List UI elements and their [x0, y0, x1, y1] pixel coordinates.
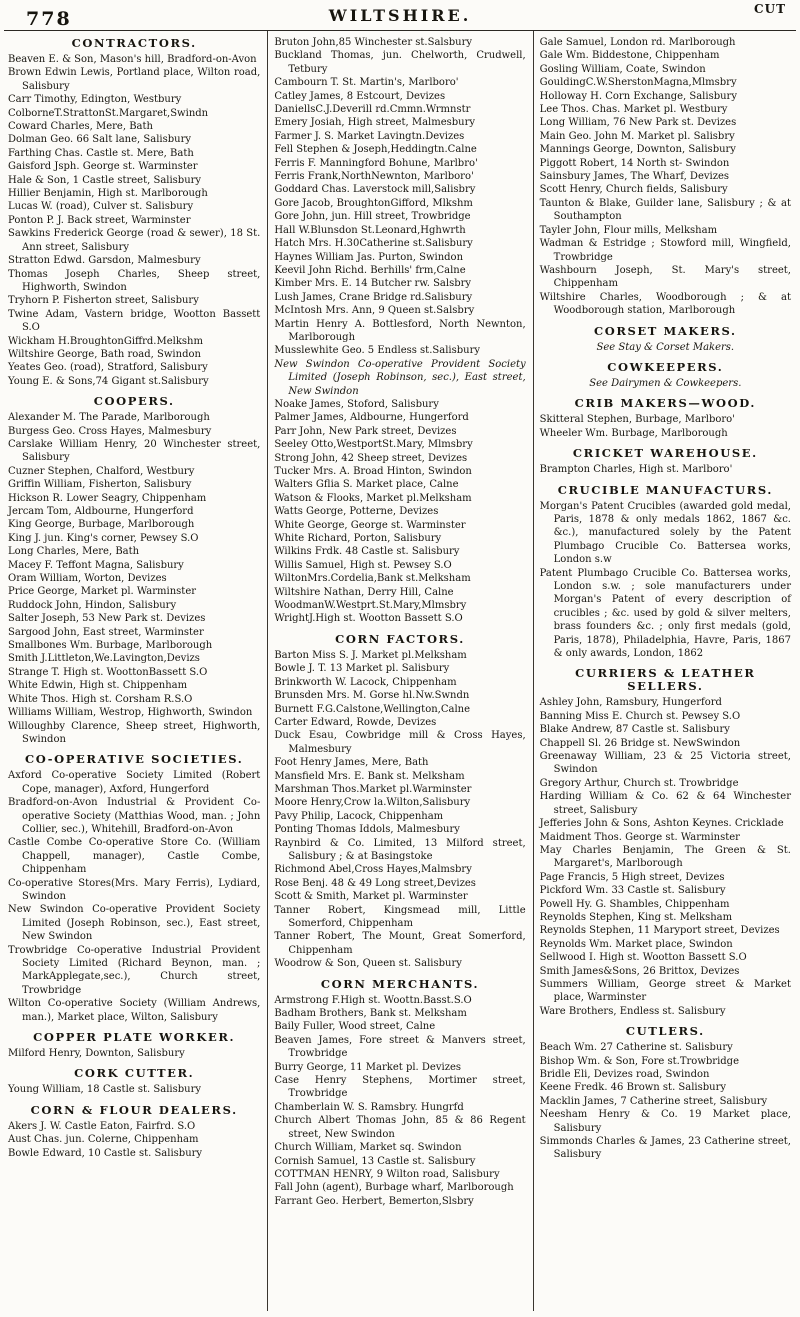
directory-entry: Griffin William, Fisherton, Salisbury — [8, 479, 192, 491]
directory-entry: Washbourn Joseph, St. Mary's street, Chippenham — [539, 264, 791, 290]
directory-entry: Buckland Thomas, jun. Chelworth, Crudwell, Tetbury — [274, 50, 526, 75]
directory-entry: Trowbridge Co-operative Industrial Provident Society Limited (Richard Beynon, man. ; MarkApplegate,sec.), Church street, Trowbridge — [8, 944, 261, 996]
directory-entry: Ruddock John, Hindon, Salisbury — [8, 599, 177, 611]
page-number: 778 — [26, 8, 72, 30]
directory-entry: Martin Henry A. Bottlesford, North Newnton, Marlborough — [274, 318, 526, 343]
directory-entry: Carslake William Henry, 20 Winchester street, Salisbury — [8, 438, 261, 464]
directory-entry: Tayler John, Flour mills, Melksham — [539, 224, 718, 236]
directory-entry: Ponton P. J. Back street, Warminster — [8, 214, 191, 226]
directory-entry: Axford Co-operative Society Limited (Robert Cope, manager), Axford, Hungerford — [8, 770, 261, 795]
directory-entry: Walters Gflia S. Market place, Calne — [274, 479, 459, 491]
running-title: WILTSHIRE. — [328, 6, 472, 25]
column-3 — [533, 31, 798, 1311]
directory-entry: Skitteral Stephen, Burbage, Marlboro' — [539, 414, 735, 426]
directory-entry: Baily Fuller, Wood street, Calne — [274, 1021, 436, 1033]
section-heading: CURRIERS & LEATHER SELLERS. — [575, 666, 756, 694]
directory-entry: Pickford Wm. 33 Castle st. Salisbury — [539, 885, 726, 897]
directory-entry: Hillier Benjamin, High st. Marlborough — [8, 188, 208, 200]
directory-entry: Scott Henry, Church fields, Salisbury — [539, 184, 728, 196]
directory-entry: Richmond Abel,Cross Hayes,Malmsbry — [274, 864, 472, 876]
directory-entry: Goddard Chas. Laverstock mill,Salisbry — [274, 184, 476, 196]
section-heading: COPPER PLATE WORKER. — [33, 1030, 236, 1045]
directory-entry: Seeley Otto,WestportSt.Mary, Mlmsbry — [274, 439, 473, 451]
directory-entry: Alexander M. The Parade, Marlborough — [8, 412, 210, 424]
section-heading: CRUCIBLE MANUFACTURS. — [557, 482, 773, 497]
directory-entry: Wiltshire George, Bath road, Swindon — [8, 348, 201, 360]
directory-entry: Gosling William, Coate, Swindon — [539, 63, 706, 75]
directory-entry: Stratton Edwd. Garsdon, Malmesbury — [8, 255, 201, 267]
cross-reference: See Dairymen & Cowkeepers. — [589, 377, 742, 389]
directory-entry: Farrant Geo. Herbert, Bemerton,Slsbry — [274, 1195, 474, 1207]
directory-entry: DaniellsC.J.Deverill rd.Cmmn.Wrmnstr — [274, 104, 471, 116]
directory-entry: Chamberlain W. S. Ramsbry. Hungrfd — [274, 1101, 464, 1113]
directory-entry: Beaven E. & Son, Mason's hill, Bradford-on-Avon — [8, 54, 257, 65]
directory-entry: Hickson R. Lower Seagry, Chippenham — [8, 492, 207, 504]
directory-entry: Noake James, Stoford, Salisbury — [274, 398, 439, 410]
directory-entry: Smallbones Wm. Burbage, Marlborough — [8, 640, 213, 652]
directory-entry: New Swindon Co-operative Provident Society Limited (Joseph Robinson, sec.), East street, New Swindon — [274, 358, 526, 397]
directory-entry: Willis Samuel, High st. Pewsey S.O — [274, 559, 452, 571]
directory-entry: Brinkworth W. Lacock, Chippenham — [274, 676, 457, 688]
section-heading: CONTRACTORS. — [71, 36, 197, 50]
directory-entry: Chappell Sl. 26 Bridge st. NewSwindon — [539, 737, 741, 749]
page-corner-catchword: CUT — [754, 2, 786, 16]
directory-entry: Lush James, Crane Bridge rd.Salisbury — [274, 291, 473, 303]
section-heading: COWKEEPERS. — [607, 359, 724, 374]
directory-entry: Carter Edward, Rowde, Devizes — [274, 716, 437, 728]
directory-entry: Gaisford Jsph. George st. Warminster — [8, 161, 198, 173]
directory-entry: Badham Brothers, Bank st. Melksham — [274, 1008, 467, 1020]
directory-entry: Armstrong F.High st. Woottn.Basst.S.O — [274, 994, 472, 1006]
directory-entry: Bridle Eli, Devizes road, Swindon — [539, 1069, 710, 1080]
directory-entry: Sainsbury James, The Wharf, Devizes — [539, 171, 730, 183]
directory-entry: Simmonds Charles & James, 23 Catherine street, Salisbury — [539, 1136, 791, 1161]
directory-entry: Keevil John Richd. Berhills' frm,Calne — [274, 264, 466, 276]
directory-entry: Bishop Wm. & Son, Fore st.Trowbridge — [539, 1055, 739, 1067]
directory-entry: Morgan's Patent Crucibles (awarded gold medal, Paris, 1878 & only medals 1862, 1867 &c. &c.), manufactured solely by the Patent Plumbago Crucible Co. Battersea works, London s.w — [539, 500, 791, 566]
directory-entry: Dolman Geo. 66 Salt lane, Salisbury — [8, 134, 192, 146]
directory-entry: Maidment Thos. George st. Warminster — [539, 831, 740, 843]
section-heading: CORN FACTORS. — [335, 631, 465, 646]
directory-entry: Beach Wm. 27 Catherine st. Salisbury — [539, 1042, 733, 1054]
directory-entry: Macklin James, 7 Catherine street, Salisbury — [539, 1095, 768, 1107]
directory-entry: McIntosh Mrs. Ann, 9 Queen st.Salsbry — [274, 305, 475, 317]
directory-entry: Sawkins Frederick George (road & sewer), 18 St. Ann street, Salisbury — [8, 228, 261, 253]
directory-entry: Page Francis, 5 High street, Devizes — [539, 871, 725, 883]
directory-entry: Parr John, New Park street, Devizes — [274, 425, 457, 437]
directory-entry: Tucker Mrs. A. Broad Hinton, Swindon — [274, 466, 472, 477]
directory-entry: Thomas Joseph Charles, Sheep street, Highworth, Swindon — [8, 268, 261, 293]
directory-entry: Fell Stephen & Joseph,Heddingtn.Calne — [274, 144, 477, 156]
directory-entry: White Edwin, High st. Chippenham — [8, 680, 188, 692]
directory-entry: Catley James, 8 Estcourt, Devizes — [274, 90, 446, 102]
directory-entry: Pavy Philip, Lacock, Chippenham — [274, 810, 444, 822]
directory-entry: Patent Plumbago Crucible Co. Battersea works, London s.w. ; sole manufacturers under Morgan's Patent of every description of crucibles ; &c. used by gold & silver melters, brass founders &c. ; only first medals (gold, Paris, 1878), Philadelphia, Havre, Paris, 1867 & only awards, London, 1862 — [539, 567, 791, 660]
column-1 — [2, 31, 267, 1311]
column-2 — [267, 31, 532, 1311]
directory-entry: Oram William, Worton, Devizes — [8, 573, 167, 585]
section-heading: CORSET MAKERS. — [594, 323, 737, 338]
directory-entry: Emery Josiah, High street, Malmesbury — [274, 117, 476, 129]
directory-entry: Fall John (agent), Burbage wharf, Marlborough — [274, 1182, 514, 1194]
directory-entry: GouldingC.W.SherstonMagna,Mlmsbry — [539, 77, 737, 89]
directory-entry: Bradford-on-Avon Industrial & Provident Co-operative Society (Matthias Wood, man. ; John Collier, sec.), Whitehill, Bradford-on-Avon — [8, 797, 261, 835]
directory-entry: Ashley John, Ramsbury, Hungerford — [539, 697, 722, 709]
directory-entry: Aust Chas. jun. Colerne, Chippenham — [8, 1134, 199, 1146]
directory-entry: Neesham Henry & Co. 19 Market place, Salisbury — [539, 1109, 791, 1134]
directory-entry: Church William, Market sq. Swindon — [274, 1142, 462, 1154]
directory-entry: Cornish Samuel, 13 Castle st. Salisbury — [274, 1155, 476, 1167]
directory-entry: Powell Hy. G. Shambles, Chippenham — [539, 898, 730, 910]
directory-entry: White Richard, Porton, Salisbury — [274, 533, 442, 545]
directory-entry: Long William, 76 New Park st. Devizes — [539, 117, 737, 129]
directory-entry: Woodrow & Son, Queen st. Salisbury — [274, 958, 462, 970]
directory-entry: Moore Henry,Crow la.Wilton,Salisbury — [274, 797, 471, 809]
directory-entry: Taunton & Blake, Guilder lane, Salisbury ; & at Southampton — [539, 197, 791, 223]
directory-entry: Reynolds Stephen, King st. Melksham — [539, 911, 733, 923]
directory-entry: King George, Burbage, Marlborough — [8, 519, 195, 531]
directory-entry: Haynes William Jas. Purton, Swindon — [274, 251, 464, 263]
directory-entry: New Swindon Co-operative Provident Society Limited (Joseph Robinson, sec.), East street, New Swindon — [8, 904, 261, 943]
directory-entry: Wiltshire Nathan, Derry Hill, Calne — [274, 586, 454, 598]
directory-entry: Wickham H.BroughtonGiffrd.Melkshm — [8, 335, 203, 347]
directory-entry: Palmer James, Aldbourne, Hungerford — [274, 412, 469, 424]
directory-entry: White Thos. High st. Corsham R.S.O — [8, 693, 193, 705]
section-heading: CORK CUTTER. — [74, 1066, 195, 1081]
directory-entry: Case Henry Stephens, Mortimer street, Trowbridge — [274, 1075, 526, 1100]
directory-entry: Milford Henry, Downton, Salisbury — [8, 1048, 185, 1060]
directory-entry: Wheeler Wm. Burbage, Marlborough — [539, 427, 728, 439]
directory-entry: Gregory Arthur, Church st. Trowbridge — [539, 777, 739, 789]
directory-entry: Hatch Mrs. H.30Catherine st.Salisbury — [274, 238, 473, 250]
directory-entry: WoodmanW.Westprt.St.Mary,Mlmsbry — [274, 600, 467, 612]
directory-entry: Salter Joseph, 53 New Park st. Devizes — [8, 613, 206, 625]
directory-entry: Ferris F. Manningford Bohune, Marlbro' — [274, 157, 478, 169]
section-heading: CO-OPERATIVE SOCIETIES. — [25, 752, 244, 767]
directory-entry: Gore John, jun. Hill street, Trowbridge — [274, 211, 471, 223]
directory-entry: Reynolds Wm. Market place, Swindon — [539, 938, 733, 950]
directory-entry: Reynolds Stephen, 11 Maryport street, Devizes — [539, 925, 780, 937]
directory-entry: COTTMAN HENRY, 9 Wilton road, Salisbury — [274, 1168, 500, 1180]
directory-entry: Blake Andrew, 87 Castle st. Salisbury — [539, 724, 730, 736]
directory-entry: Castle Combe Co-operative Store Co. (William Chappell, manager), Castle Combe, Chippenham — [8, 837, 261, 876]
directory-entry: Cuzner Stephen, Chalford, Westbury — [8, 465, 195, 477]
directory-entry: Bowle Edward, 10 Castle st. Salisbury — [8, 1147, 203, 1159]
directory-entry: Smith J.Littleton,We.Lavington,Devizs — [8, 653, 200, 665]
directory-entry: Wadman & Estridge ; Stowford mill, Wingfield, Trowbridge — [539, 238, 791, 263]
directory-entry: Hale & Son, 1 Castle street, Salisbury — [8, 174, 202, 186]
directory-entry: Carr Timothy, Edington, Westbury — [8, 94, 182, 106]
page-header — [4, 0, 796, 31]
directory-entry: Akers J. W. Castle Eaton, Fairfrd. S.O — [8, 1120, 196, 1132]
directory-entry: Burnett F.G.Calstone,Wellington,Calne — [274, 703, 471, 715]
directory-entry: Kimber Mrs. E. 14 Butcher rw. Salsbry — [274, 278, 472, 290]
directory-entry: Beaven James, Fore street & Manvers street, Trowbridge — [274, 1034, 526, 1060]
directory-entry: Scott & Smith, Market pl. Warminster — [274, 891, 468, 903]
directory-entry: Raynbird & Co. Limited, 13 Milford street, Salisbury ; & at Basingstoke — [274, 837, 526, 862]
section-heading: CRICKET WAREHOUSE. — [572, 446, 758, 461]
directory-entry: King J. jun. King's corner, Pewsey S.O — [8, 532, 199, 544]
directory-entry: Co-operative Stores(Mrs. Mary Ferris), Lydiard, Swindon — [8, 877, 261, 902]
directory-entry: Mansfield Mrs. E. Bank st. Melksham — [274, 770, 465, 782]
directory-entry: Hall W.Blunsdon St.Leonard,Hghwrth — [274, 224, 466, 236]
directory-entry: Greenaway William, 23 & 25 Victoria street, Swindon — [539, 751, 791, 776]
directory-entry: Willoughby Clarence, Sheep street, Highworth, Swindon — [8, 720, 261, 745]
directory-entry: Tanner Robert, Kingsmead mill, Little Somerford, Chippenham — [274, 904, 526, 929]
directory-entry: Piggott Robert, 14 North st- Swindon — [539, 157, 730, 169]
directory-entry: Holloway H. Corn Exchange, Salisbury — [539, 90, 737, 102]
directory-entry: Bowle J. T. 13 Market pl. Salisbury — [274, 663, 450, 675]
directory-entry: Young E. & Sons,74 Gigant st.Salisbury — [8, 375, 209, 387]
section-heading: CORN & FLOUR DEALERS. — [30, 1102, 238, 1117]
directory-entry: Banning Miss E. Church st. Pewsey S.O — [539, 710, 741, 722]
directory-entry: Burgess Geo. Cross Hayes, Malmesbury — [8, 425, 212, 437]
directory-entry: Summers William, George street & Market place, Warminster — [539, 978, 791, 1004]
directory-entry: Young William, 18 Castle st. Salisbury — [8, 1084, 201, 1096]
directory-entry: WiltonMrs.Cordelia,Bank st.Melksham — [274, 573, 471, 585]
directory-entry: Tryhorn P. Fisherton street, Salisbury — [8, 295, 199, 307]
directory-entry: Burry George, 11 Market pl. Devizes — [274, 1061, 462, 1073]
section-heading: CUTLERS. — [625, 1024, 705, 1039]
directory-entry: Jefferies John & Sons, Ashton Keynes. Cricklade — [539, 818, 784, 830]
directory-entry: Strange T. High st. WoottonBassett S.O — [8, 666, 208, 678]
directory-entry: Rose Benj. 48 & 49 Long street,Devizes — [274, 877, 476, 889]
directory-entry: Gale Samuel, London rd. Marlborough — [539, 37, 736, 48]
directory-entry: Gale Wm. Biddestone, Chippenham — [539, 50, 720, 62]
directory-entry: Brown Edwin Lewis, Portland place, Wilton road, Salisbury — [8, 67, 261, 92]
directory-entry: Macey F. Teffont Magna, Salisbury — [8, 559, 184, 571]
directory-entry: Smith James&Sons, 26 Brittox, Devizes — [539, 965, 740, 977]
directory-entry: Bruton John,85 Winchester st.Salsbury — [274, 37, 473, 48]
directory-entry: Foot Henry James, Mere, Bath — [274, 757, 429, 769]
directory-entry: Wiltshire Charles, Woodborough ; & at Woodborough station, Marlborough — [539, 291, 791, 317]
directory-entry: Harding William & Co. 62 & 64 Winchester street, Salisbury — [539, 791, 791, 816]
directory-entry: Brampton Charles, High st. Marlboro' — [539, 464, 733, 476]
directory-entry: Strong John, 42 Sheep street, Devizes — [274, 452, 468, 464]
directory-entry: Jercam Tom, Aldbourne, Hungerford — [8, 506, 194, 517]
directory-entry: Lee Thos. Chas. Market pl. Westbury — [539, 104, 728, 116]
directory-entry: Lucas W. (road), Culver st. Salisbury — [8, 201, 194, 213]
directory-entry: Yeates Geo. (road), Stratford, Salisbury — [8, 362, 208, 374]
directory-entry: Wilkins Frdk. 48 Castle st. Salisbury — [274, 546, 460, 558]
directory-entry: Farthing Chas. Castle st. Mere, Bath — [8, 147, 194, 159]
section-heading: CORN MERCHANTS. — [320, 976, 480, 991]
directory-entry: Long Charles, Mere, Bath — [8, 546, 140, 558]
directory-entry: Brunsden Mrs. M. Gorse hl.Nw.Swndn — [274, 690, 470, 702]
directory-entry: Keene Fredk. 46 Brown st. Salisbury — [539, 1082, 727, 1094]
section-heading: CRIB MAKERS—WOOD. — [574, 396, 756, 411]
directory-entry: Sargood John, East street, Warminster — [8, 626, 204, 638]
directory-entry: Tanner Robert, The Mount, Great Somerford, Chippenham — [274, 931, 526, 956]
directory-entry: Cambourn T. St. Martin's, Marlboro' — [274, 77, 459, 89]
directory-entry: May Charles Benjamin, The Green & St. Margaret's, Marlborough — [539, 844, 791, 870]
directory-entry: Williams William, Westrop, Highworth, Swindon — [8, 707, 253, 719]
directory-entry: Main Geo. John M. Market pl. Salisbry — [539, 130, 735, 142]
directory-entry: Gore Jacob, BroughtonGifford, Mlkshm — [274, 197, 473, 209]
directory-entry: Wilton Co-operative Society (William Andrews, man.), Market place, Wilton, Salisbury — [8, 998, 261, 1023]
directory-entry: White George, George st. Warminster — [274, 519, 466, 531]
directory-entry: Ware Brothers, Endless st. Salisbury — [539, 1005, 726, 1017]
directory-entry: Ferris Frank,NorthNewnton, Marlboro' — [274, 171, 474, 183]
directory-entry: Musslewhite Geo. 5 Endless st.Salisbury — [274, 345, 480, 357]
directory-entry: Sellwood I. High st. Wootton Bassett S.O — [539, 952, 747, 964]
cross-reference: See Stay & Corset Makers. — [596, 341, 735, 353]
directory-entry: Watson & Flooks, Market pl.Melksham — [274, 492, 472, 504]
directory-entry: Church Albert Thomas John, 85 & 86 Regent street, New Swindon — [274, 1115, 526, 1140]
directory-entry: Twine Adam, Vastern bridge, Wootton Bassett S.O — [8, 308, 261, 334]
section-heading: COOPERS. — [93, 394, 175, 409]
column-layout — [2, 31, 798, 1311]
directory-entry: Marshman Thos.Market pl.Warminster — [274, 783, 472, 795]
directory-entry: Coward Charles, Mere, Bath — [8, 121, 153, 133]
directory-entry: ColborneT.StrattonSt.Margaret,Swindn — [8, 107, 209, 119]
directory-entry: Barton Miss S. J. Market pl.Melksham — [274, 649, 467, 661]
directory-entry: Duck Esau, Cowbridge mill & Cross Hayes, Malmesbury — [274, 730, 526, 755]
directory-entry: Mannings George, Downton, Salisbury — [539, 144, 736, 156]
directory-entry: Ponting Thomas Iddols, Malmesbury — [274, 824, 460, 836]
directory-entry: Watts George, Potterne, Devizes — [274, 506, 439, 518]
directory-entry: Price George, Market pl. Warminster — [8, 586, 197, 598]
directory-entry: WrightJ.High st. Wootton Bassett S.O — [274, 613, 463, 625]
directory-entry: Farmer J. S. Market Lavingtn.Devizes — [274, 130, 465, 142]
